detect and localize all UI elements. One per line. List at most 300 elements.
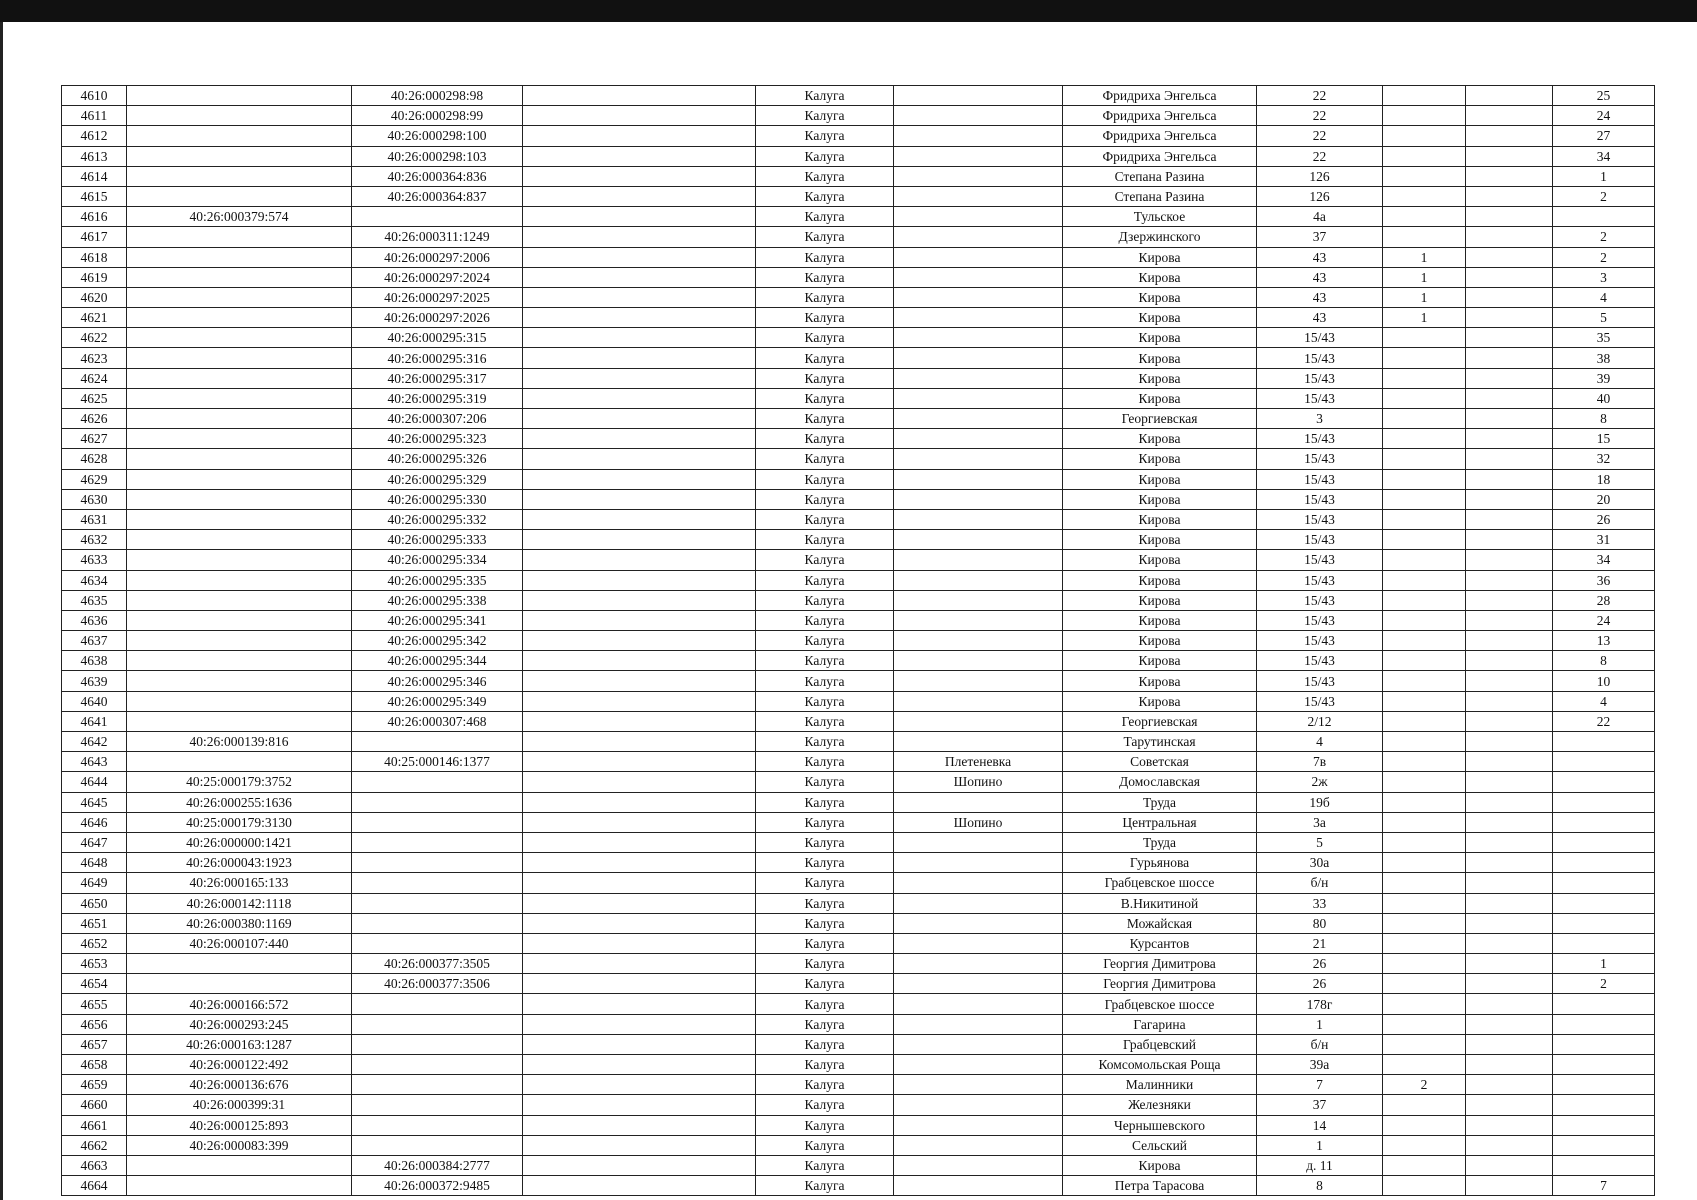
table-row (62, 550, 1655, 570)
house-number-cell: 15/43 (1257, 348, 1383, 368)
table-row (62, 933, 1655, 953)
street-cell: Гурьянова (1063, 853, 1257, 873)
locality-cell (894, 1176, 1063, 1196)
apartment-cell: 8 (1553, 409, 1655, 429)
blank-cell (523, 106, 756, 126)
cadastral-number-b-cell (352, 1135, 523, 1155)
table-row (62, 409, 1655, 429)
house-number-cell: 7 (1257, 1075, 1383, 1095)
blank-cell (523, 1095, 756, 1115)
row-number-cell: 4640 (62, 691, 127, 711)
table-row (62, 913, 1655, 933)
building-cell (1383, 711, 1466, 731)
cadastral-number-a-cell (127, 550, 352, 570)
table-row (62, 267, 1655, 287)
blank-cell-2 (1466, 772, 1553, 792)
scan-left-edge (0, 22, 3, 1200)
city-cell: Калуга (756, 1176, 894, 1196)
apartment-cell: 26 (1553, 509, 1655, 529)
city-cell: Калуга (756, 368, 894, 388)
locality-cell (894, 913, 1063, 933)
cadastral-number-a-cell (127, 328, 352, 348)
blank-cell-2 (1466, 186, 1553, 206)
locality-cell: Шопино (894, 772, 1063, 792)
blank-cell (523, 812, 756, 832)
house-number-cell: 15/43 (1257, 631, 1383, 651)
cadastral-number-a-cell (127, 388, 352, 408)
table-row (62, 610, 1655, 630)
building-cell (1383, 873, 1466, 893)
table-row (62, 691, 1655, 711)
street-cell: Кирова (1063, 348, 1257, 368)
house-number-cell: 39а (1257, 1055, 1383, 1075)
locality-cell (894, 631, 1063, 651)
apartment-cell: 40 (1553, 388, 1655, 408)
blank-cell-2 (1466, 1176, 1553, 1196)
row-number-cell: 4649 (62, 873, 127, 893)
apartment-cell (1553, 207, 1655, 227)
city-cell: Калуга (756, 388, 894, 408)
street-cell: Фридриха Энгельса (1063, 126, 1257, 146)
blank-cell (523, 651, 756, 671)
city-cell: Калуга (756, 550, 894, 570)
cadastral-number-b-cell: 40:26:000364:837 (352, 186, 523, 206)
row-number-cell: 4658 (62, 1055, 127, 1075)
house-number-cell: 43 (1257, 267, 1383, 287)
apartment-cell (1553, 752, 1655, 772)
apartment-cell (1553, 1095, 1655, 1115)
cadastral-number-b-cell: 40:26:000295:349 (352, 691, 523, 711)
row-number-cell: 4629 (62, 469, 127, 489)
row-number-cell: 4661 (62, 1115, 127, 1135)
blank-cell (523, 267, 756, 287)
cadastral-number-a-cell: 40:26:000139:816 (127, 732, 352, 752)
blank-cell (523, 610, 756, 630)
blank-cell (523, 308, 756, 328)
cadastral-number-a-cell: 40:26:000000:1421 (127, 832, 352, 852)
apartment-cell: 39 (1553, 368, 1655, 388)
cadastral-number-b-cell (352, 933, 523, 953)
row-number-cell: 4639 (62, 671, 127, 691)
building-cell (1383, 368, 1466, 388)
cadastral-number-b-cell: 40:26:000307:206 (352, 409, 523, 429)
cadastral-number-a-cell: 40:26:000122:492 (127, 1055, 352, 1075)
blank-cell-2 (1466, 287, 1553, 307)
cadastral-number-b-cell: 40:26:000364:836 (352, 166, 523, 186)
apartment-cell (1553, 832, 1655, 852)
city-cell: Калуга (756, 227, 894, 247)
cadastral-number-b-cell: 40:26:000295:342 (352, 631, 523, 651)
blank-cell-2 (1466, 126, 1553, 146)
row-number-cell: 4628 (62, 449, 127, 469)
street-cell: Железняки (1063, 1095, 1257, 1115)
row-number-cell: 4655 (62, 994, 127, 1014)
cadastral-number-a-cell (127, 691, 352, 711)
street-cell: Кирова (1063, 651, 1257, 671)
row-number-cell: 4614 (62, 166, 127, 186)
building-cell (1383, 1176, 1466, 1196)
table-row (62, 1014, 1655, 1034)
table-row (62, 509, 1655, 529)
blank-cell (523, 1115, 756, 1135)
cadastral-number-b-cell: 40:26:000311:1249 (352, 227, 523, 247)
building-cell (1383, 409, 1466, 429)
cadastral-number-a-cell (127, 610, 352, 630)
locality-cell (894, 146, 1063, 166)
blank-cell-2 (1466, 691, 1553, 711)
house-number-cell: 22 (1257, 86, 1383, 106)
cadastral-number-b-cell (352, 893, 523, 913)
cadastral-number-b-cell: 40:26:000295:334 (352, 550, 523, 570)
row-number-cell: 4646 (62, 812, 127, 832)
table-row (62, 126, 1655, 146)
cadastral-number-b-cell: 40:26:000384:2777 (352, 1155, 523, 1175)
house-number-cell: 33 (1257, 893, 1383, 913)
apartment-cell: 8 (1553, 651, 1655, 671)
city-cell: Калуга (756, 913, 894, 933)
house-number-cell: 15/43 (1257, 509, 1383, 529)
locality-cell (894, 994, 1063, 1014)
table-row (62, 388, 1655, 408)
street-cell: Можайская (1063, 913, 1257, 933)
cadastral-number-a-cell: 40:26:000293:245 (127, 1014, 352, 1034)
blank-cell-2 (1466, 590, 1553, 610)
locality-cell (894, 348, 1063, 368)
blank-cell (523, 1034, 756, 1054)
street-cell: Кирова (1063, 1155, 1257, 1175)
locality-cell (894, 509, 1063, 529)
locality-cell (894, 853, 1063, 873)
building-cell (1383, 913, 1466, 933)
blank-cell-2 (1466, 308, 1553, 328)
blank-cell (523, 792, 756, 812)
city-cell: Калуга (756, 671, 894, 691)
table-row (62, 348, 1655, 368)
city-cell: Калуга (756, 711, 894, 731)
house-number-cell: 126 (1257, 186, 1383, 206)
building-cell (1383, 994, 1466, 1014)
blank-cell (523, 893, 756, 913)
street-cell: Советская (1063, 752, 1257, 772)
row-number-cell: 4623 (62, 348, 127, 368)
blank-cell-2 (1466, 1034, 1553, 1054)
table-row (62, 671, 1655, 691)
locality-cell (894, 186, 1063, 206)
blank-cell (523, 994, 756, 1014)
street-cell: Кирова (1063, 388, 1257, 408)
registry-table (61, 85, 1655, 1196)
cadastral-number-a-cell (127, 166, 352, 186)
city-cell: Калуга (756, 1155, 894, 1175)
cadastral-number-a-cell: 40:26:000166:572 (127, 994, 352, 1014)
house-number-cell: 22 (1257, 126, 1383, 146)
cadastral-number-a-cell: 40:26:000125:893 (127, 1115, 352, 1135)
building-cell (1383, 469, 1466, 489)
city-cell: Калуга (756, 752, 894, 772)
apartment-cell (1553, 792, 1655, 812)
table-row (62, 1155, 1655, 1175)
table-row (62, 1055, 1655, 1075)
blank-cell (523, 146, 756, 166)
city-cell: Калуга (756, 631, 894, 651)
blank-cell (523, 631, 756, 651)
apartment-cell: 38 (1553, 348, 1655, 368)
row-number-cell: 4662 (62, 1135, 127, 1155)
locality-cell (894, 1034, 1063, 1054)
house-number-cell: 80 (1257, 913, 1383, 933)
blank-cell (523, 1055, 756, 1075)
row-number-cell: 4645 (62, 792, 127, 812)
blank-cell-2 (1466, 227, 1553, 247)
house-number-cell: 15/43 (1257, 469, 1383, 489)
street-cell: Труда (1063, 792, 1257, 812)
building-cell (1383, 388, 1466, 408)
cadastral-number-a-cell (127, 570, 352, 590)
building-cell (1383, 348, 1466, 368)
scan-top-border (0, 0, 1697, 22)
blank-cell (523, 388, 756, 408)
blank-cell-2 (1466, 792, 1553, 812)
cadastral-number-b-cell: 40:26:000307:468 (352, 711, 523, 731)
cadastral-number-a-cell: 40:25:000179:3752 (127, 772, 352, 792)
row-number-cell: 4617 (62, 227, 127, 247)
cadastral-number-b-cell (352, 792, 523, 812)
cadastral-number-b-cell (352, 853, 523, 873)
building-cell (1383, 590, 1466, 610)
locality-cell (894, 550, 1063, 570)
cadastral-number-a-cell: 40:26:000043:1923 (127, 853, 352, 873)
blank-cell (523, 853, 756, 873)
cadastral-number-b-cell: 40:26:000297:2006 (352, 247, 523, 267)
city-cell: Калуга (756, 651, 894, 671)
building-cell: 2 (1383, 1075, 1466, 1095)
blank-cell-2 (1466, 106, 1553, 126)
city-cell: Калуга (756, 570, 894, 590)
building-cell: 1 (1383, 267, 1466, 287)
house-number-cell: 7в (1257, 752, 1383, 772)
building-cell (1383, 974, 1466, 994)
locality-cell (894, 651, 1063, 671)
table-row (62, 429, 1655, 449)
city-cell: Калуга (756, 933, 894, 953)
table-row (62, 227, 1655, 247)
house-number-cell: 15/43 (1257, 328, 1383, 348)
row-number-cell: 4642 (62, 732, 127, 752)
street-cell: Тульское (1063, 207, 1257, 227)
house-number-cell: 22 (1257, 146, 1383, 166)
cadastral-number-b-cell: 40:26:000295:315 (352, 328, 523, 348)
cadastral-number-b-cell (352, 812, 523, 832)
blank-cell (523, 328, 756, 348)
cadastral-number-a-cell: 40:26:000083:399 (127, 1135, 352, 1155)
street-cell: Кирова (1063, 308, 1257, 328)
cadastral-number-a-cell (127, 509, 352, 529)
blank-cell-2 (1466, 530, 1553, 550)
locality-cell: Плетеневка (894, 752, 1063, 772)
city-cell: Калуга (756, 186, 894, 206)
locality-cell (894, 267, 1063, 287)
apartment-cell: 2 (1553, 247, 1655, 267)
blank-cell-2 (1466, 1155, 1553, 1175)
apartment-cell: 10 (1553, 671, 1655, 691)
city-cell: Калуга (756, 166, 894, 186)
house-number-cell: 15/43 (1257, 530, 1383, 550)
apartment-cell: 35 (1553, 328, 1655, 348)
blank-cell-2 (1466, 974, 1553, 994)
locality-cell (894, 227, 1063, 247)
cadastral-number-a-cell (127, 247, 352, 267)
blank-cell (523, 913, 756, 933)
apartment-cell: 18 (1553, 469, 1655, 489)
table-row (62, 247, 1655, 267)
house-number-cell: 43 (1257, 247, 1383, 267)
street-cell: Кирова (1063, 570, 1257, 590)
house-number-cell: 15/43 (1257, 489, 1383, 509)
blank-cell (523, 227, 756, 247)
street-cell: Сельский (1063, 1135, 1257, 1155)
blank-cell (523, 691, 756, 711)
street-cell: Георгиевская (1063, 409, 1257, 429)
blank-cell (523, 530, 756, 550)
row-number-cell: 4660 (62, 1095, 127, 1115)
house-number-cell: 1 (1257, 1014, 1383, 1034)
row-number-cell: 4635 (62, 590, 127, 610)
table-row (62, 832, 1655, 852)
row-number-cell: 4611 (62, 106, 127, 126)
street-cell: Домославская (1063, 772, 1257, 792)
house-number-cell: 22 (1257, 106, 1383, 126)
locality-cell (894, 832, 1063, 852)
house-number-cell: б/н (1257, 1034, 1383, 1054)
blank-cell (523, 732, 756, 752)
table-row (62, 631, 1655, 651)
row-number-cell: 4618 (62, 247, 127, 267)
building-cell (1383, 186, 1466, 206)
street-cell: Тарутинская (1063, 732, 1257, 752)
apartment-cell: 25 (1553, 86, 1655, 106)
locality-cell (894, 388, 1063, 408)
cadastral-number-b-cell: 40:26:000295:330 (352, 489, 523, 509)
cadastral-number-b-cell (352, 832, 523, 852)
table-row (62, 711, 1655, 731)
blank-cell-2 (1466, 489, 1553, 509)
apartment-cell (1553, 913, 1655, 933)
table-row (62, 994, 1655, 1014)
building-cell (1383, 1095, 1466, 1115)
blank-cell (523, 247, 756, 267)
row-number-cell: 4621 (62, 308, 127, 328)
building-cell (1383, 166, 1466, 186)
city-cell: Калуга (756, 590, 894, 610)
blank-cell-2 (1466, 570, 1553, 590)
city-cell: Калуга (756, 832, 894, 852)
city-cell: Калуга (756, 1055, 894, 1075)
apartment-cell: 5 (1553, 308, 1655, 328)
city-cell: Калуга (756, 1135, 894, 1155)
blank-cell-2 (1466, 509, 1553, 529)
apartment-cell (1553, 873, 1655, 893)
blank-cell (523, 287, 756, 307)
cadastral-number-a-cell (127, 126, 352, 146)
cadastral-number-b-cell: 40:26:000295:326 (352, 449, 523, 469)
cadastral-number-a-cell (127, 106, 352, 126)
table-row (62, 469, 1655, 489)
cadastral-number-b-cell: 40:26:000297:2025 (352, 287, 523, 307)
row-number-cell: 4626 (62, 409, 127, 429)
row-number-cell: 4643 (62, 752, 127, 772)
row-number-cell: 4631 (62, 509, 127, 529)
street-cell: Петра Тарасова (1063, 1176, 1257, 1196)
blank-cell-2 (1466, 267, 1553, 287)
city-cell: Калуга (756, 126, 894, 146)
locality-cell (894, 166, 1063, 186)
blank-cell (523, 469, 756, 489)
building-cell (1383, 1115, 1466, 1135)
table-row (62, 873, 1655, 893)
blank-cell-2 (1466, 368, 1553, 388)
city-cell: Калуга (756, 247, 894, 267)
building-cell (1383, 570, 1466, 590)
cadastral-number-b-cell (352, 1034, 523, 1054)
house-number-cell: 15/43 (1257, 429, 1383, 449)
locality-cell (894, 469, 1063, 489)
locality-cell (894, 792, 1063, 812)
apartment-cell: 1 (1553, 954, 1655, 974)
table-row (62, 732, 1655, 752)
street-cell: Кирова (1063, 590, 1257, 610)
locality-cell (894, 126, 1063, 146)
locality-cell (894, 893, 1063, 913)
row-number-cell: 4619 (62, 267, 127, 287)
row-number-cell: 4616 (62, 207, 127, 227)
blank-cell (523, 1176, 756, 1196)
cadastral-number-a-cell (127, 429, 352, 449)
house-number-cell: 1 (1257, 1135, 1383, 1155)
cadastral-number-b-cell: 40:26:000372:9485 (352, 1176, 523, 1196)
blank-cell-2 (1466, 732, 1553, 752)
cadastral-number-b-cell: 40:26:000295:323 (352, 429, 523, 449)
cadastral-number-a-cell (127, 974, 352, 994)
cadastral-number-b-cell: 40:26:000295:344 (352, 651, 523, 671)
city-cell: Калуга (756, 792, 894, 812)
city-cell: Калуга (756, 348, 894, 368)
building-cell (1383, 812, 1466, 832)
blank-cell-2 (1466, 166, 1553, 186)
row-number-cell: 4622 (62, 328, 127, 348)
city-cell: Калуга (756, 691, 894, 711)
blank-cell (523, 752, 756, 772)
city-cell: Калуга (756, 146, 894, 166)
row-number-cell: 4657 (62, 1034, 127, 1054)
cadastral-number-a-cell (127, 186, 352, 206)
building-cell (1383, 429, 1466, 449)
blank-cell-2 (1466, 1075, 1553, 1095)
cadastral-number-a-cell (127, 631, 352, 651)
house-number-cell: 15/43 (1257, 590, 1383, 610)
cadastral-number-b-cell (352, 1014, 523, 1034)
cadastral-number-a-cell: 40:26:000142:1118 (127, 893, 352, 913)
blank-cell (523, 1135, 756, 1155)
building-cell (1383, 832, 1466, 852)
apartment-cell (1553, 1135, 1655, 1155)
locality-cell (894, 247, 1063, 267)
street-cell: Кирова (1063, 469, 1257, 489)
blank-cell-2 (1466, 954, 1553, 974)
cadastral-number-b-cell: 40:26:000295:338 (352, 590, 523, 610)
blank-cell-2 (1466, 1115, 1553, 1135)
blank-cell-2 (1466, 651, 1553, 671)
table-row (62, 1135, 1655, 1155)
